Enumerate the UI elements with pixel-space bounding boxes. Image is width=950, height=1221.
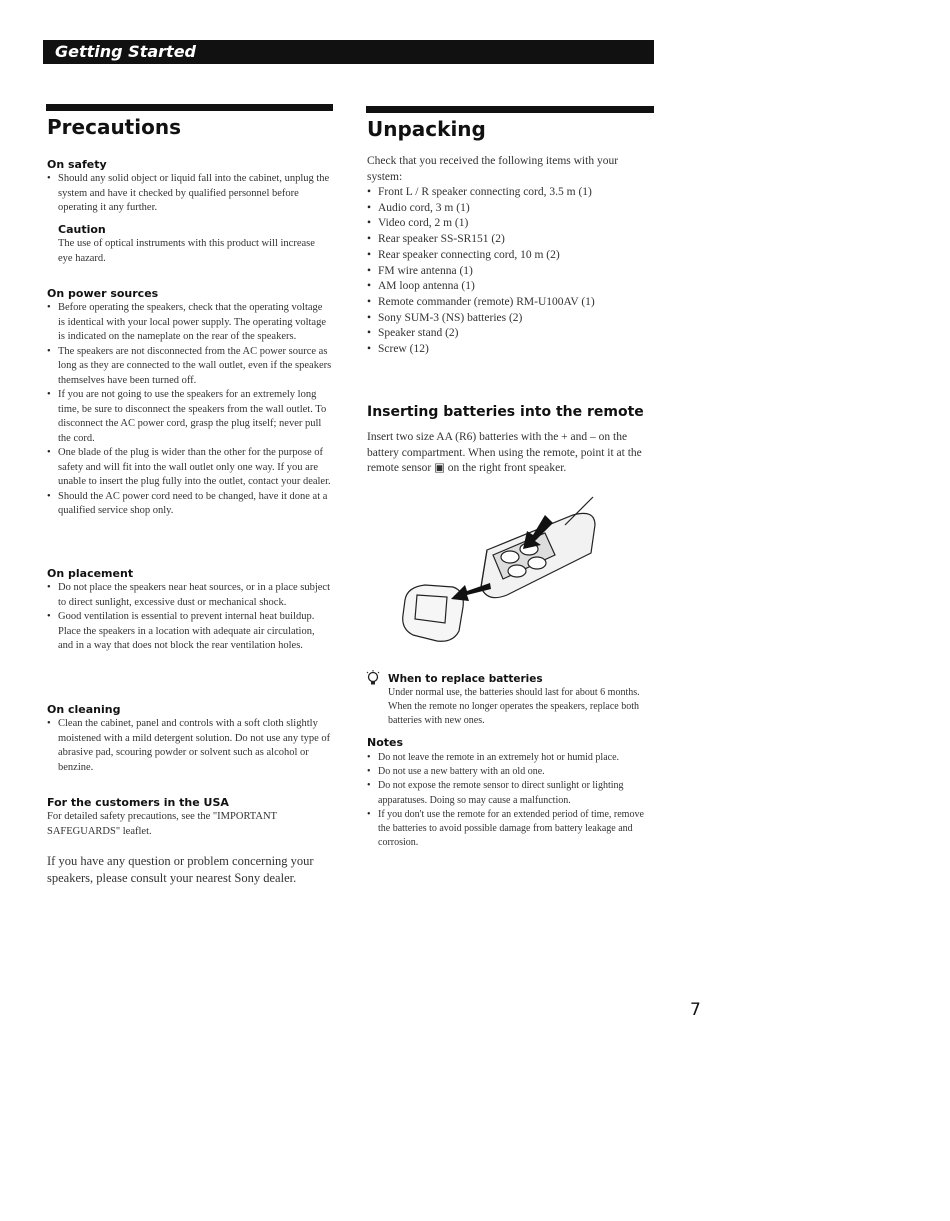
list-item: • Should any solid object or liquid fall into the cabinet, unplug the system and have it checked by qualified personnel before operating it any further. (47, 172, 332, 216)
tip-heading: When to replace batteries (388, 673, 543, 685)
placement-list (47, 581, 332, 654)
unpacking-title: Unpacking (367, 117, 486, 141)
on-safety-list (47, 172, 332, 216)
closing-text: If you have any question or problem concerning your speakers, please consult your nearest Sony dealer. (47, 854, 314, 885)
unpacking-rule (366, 106, 654, 113)
list-item: • The speakers are not disconnected from the AC power source as long as they are connected to the wall outlet, even if the speakers themselves have been turned off. (47, 345, 332, 389)
list-item: • One blade of the plug is wider than the other for the purpose of safety and will fit into the wall outlet only one way. If you are unable to insert the plug fully into the outlet, contact your dealer. (47, 446, 332, 490)
page-number: 7 (690, 1000, 701, 1020)
list-item: • Rear speaker connecting cord, 10 m (2) (367, 248, 652, 264)
list-item: • Screw (12) (367, 342, 652, 358)
list-item: • Audio cord, 3 m (1) (367, 201, 652, 217)
usa-text: For detailed safety precautions, see the "IMPORTANT SAFEGUARDS" leaflet. (47, 811, 277, 837)
remote-battery-illustration (395, 495, 605, 655)
banner-title: Getting Started (55, 42, 196, 61)
cleaning-list (47, 717, 332, 775)
unpacking-list (367, 185, 652, 358)
unpacking-intro: Check that you received the following items with your system: (367, 155, 619, 183)
precautions-title: Precautions (47, 115, 181, 139)
placement-heading: On placement (47, 567, 134, 580)
list-item: • Do not use a new battery with an old one. (367, 765, 652, 779)
caution-heading: Caution (58, 223, 106, 236)
on-safety-heading: On safety (47, 158, 107, 171)
list-item: • Should the AC power cord need to be changed, have it done at a qualified service shop only. (47, 490, 332, 519)
list-item: • AM loop antenna (1) (367, 279, 652, 295)
tip-text: Under normal use, the batteries should last for about 6 months. When the remote no longer operates the speakers, replace both batteries with new ones. (388, 687, 640, 727)
list-item: • Do not leave the remote in an extremely hot or humid place. (367, 751, 652, 765)
usa-heading: For the customers in the USA (47, 796, 229, 809)
notes-list (367, 751, 652, 850)
section-banner (43, 40, 654, 64)
list-item: • Clean the cabinet, panel and controls with a soft cloth slightly moistened with a mild detergent solution. Do not use any type of abrasive pad, scouring powder or solvent such as alcohol or benzine. (47, 717, 332, 775)
notes-heading: Notes (367, 736, 404, 749)
list-item: • Remote commander (remote) RM-U100AV (1) (367, 295, 652, 311)
list-item: • Good ventilation is essential to prevent internal heat buildup. Place the speakers in a location with adequate air circulation, and in a way that does not block the rear ventilation holes. (47, 610, 332, 654)
power-sources-heading: On power sources (47, 287, 159, 300)
batteries-text: Insert two size AA (R6) batteries with the + and – on the battery compartment. When using the remote, point it at the remote sensor ▣ on the right front speaker. (367, 431, 642, 475)
list-item: • Do not expose the remote sensor to direct sunlight or lighting apparatuses. Doing so may cause a malfunction. (367, 779, 652, 807)
list-item: • If you don't use the remote for an extended period of time, remove the batteries to avoid possible damage from battery leakage and corrosion. (367, 808, 652, 851)
batteries-heading: Inserting batteries into the remote (367, 404, 644, 420)
list-item: • FM wire antenna (1) (367, 264, 652, 280)
caution-text: The use of optical instruments with this product will increase eye hazard. (58, 238, 315, 264)
list-item: • Do not place the speakers near heat sources, or in a place subject to direct sunlight, excessive dust or mechanical shock. (47, 581, 332, 610)
list-item: • Front L / R speaker connecting cord, 3.5 m (1) (367, 185, 652, 201)
list-item: • If you are not going to use the speakers for an extremely long time, be sure to disconnect the speakers from the wall outlet. To disconnect the AC power cord, grasp the plug itself; never pull the cord. (47, 388, 332, 446)
power-sources-list (47, 301, 332, 519)
list-item: • Sony SUM-3 (NS) batteries (2) (367, 311, 652, 327)
lightbulb-icon (366, 670, 380, 688)
list-item: • Rear speaker SS-SR151 (2) (367, 232, 652, 248)
list-item: • Speaker stand (2) (367, 326, 652, 342)
list-item: • Video cord, 2 m (1) (367, 216, 652, 232)
cleaning-heading: On cleaning (47, 703, 121, 716)
list-item: • Before operating the speakers, check that the operating voltage is identical with your local power supply. The operating voltage is indicated on the nameplate on the rear of the speakers. (47, 301, 332, 345)
precautions-rule (46, 104, 333, 111)
